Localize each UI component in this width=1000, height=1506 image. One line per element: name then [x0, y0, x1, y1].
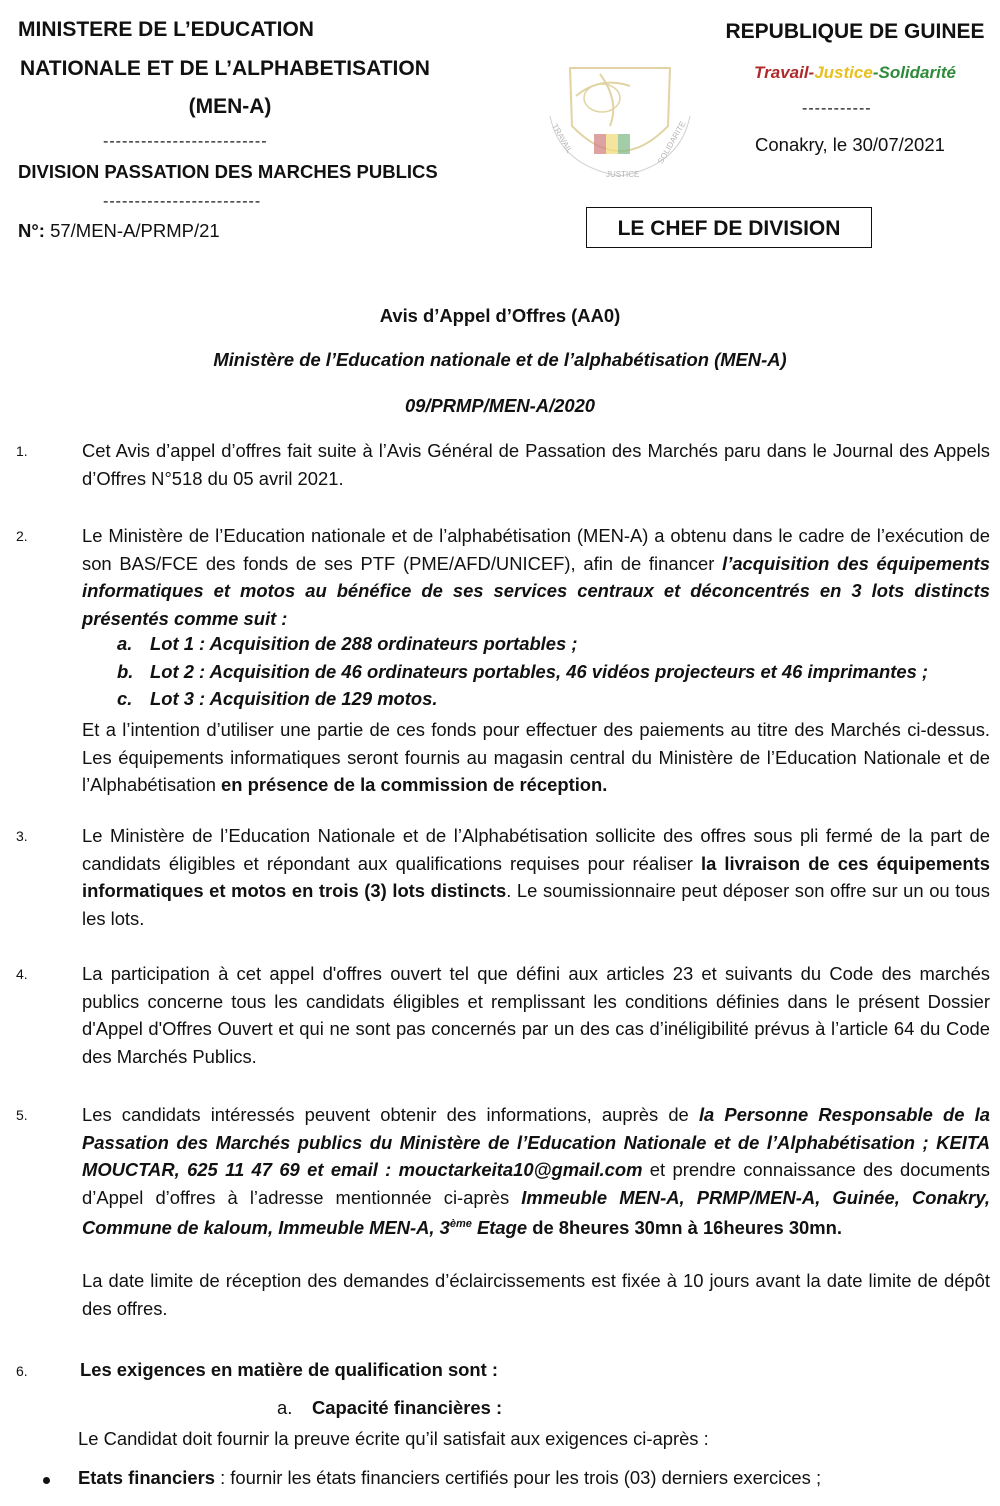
paragraph-2-reception: en présence de la commission de réception.: [221, 774, 608, 795]
lot-1: [117, 633, 577, 655]
bullet-label: Etats financiers: [78, 1467, 215, 1488]
paragraph-3-delivery: la livraison de ces équipements informatiques et motos en trois (3) lots distincts: [82, 852, 990, 901]
paragraph-5-intro: Les candidats intéressés peuvent obtenir des informations, auprès de: [82, 1104, 699, 1125]
item-number-5: 5.: [16, 1107, 28, 1123]
item-number-2: 2.: [16, 528, 28, 544]
item-number-1: 1.: [16, 443, 28, 459]
left-separator-1: --------------------------: [103, 133, 268, 150]
sub-section-a: [277, 1397, 502, 1419]
paragraph-2: [82, 522, 990, 632]
seal-text-bottom: JUSTICE: [606, 170, 640, 179]
item-number-6: 6.: [16, 1363, 28, 1379]
lot-3-letter: c.: [117, 688, 133, 709]
ministry-acronym: (MEN-A): [188, 95, 272, 118]
paragraph-5-address: Immeuble MEN-A, PRMP/MEN-A, Guinée, Conakry, Commune de kaloum, Immeuble MEN-A, 3: [82, 1186, 990, 1239]
ministry-name-line1: MINISTERE DE L’EDUCATION: [18, 18, 314, 41]
reference-value: 57/MEN-A/PRMP/21: [50, 220, 220, 241]
paragraph-2-object: l’acquisition des équipements informatiques et motos au bénéfice de ses services centraux et déconcentrés en 3 lots distincts présentés comme suit :: [82, 552, 990, 629]
sub-section-a-letter: a.: [277, 1397, 293, 1418]
paragraph-5-docs: et prendre connaissance des documents d’Appel d’offres à l’adresse mentionnée ci-après: [82, 1159, 990, 1208]
reference-number: [18, 220, 220, 242]
lot-2-text: Lot 2 : Acquisition de 46 ordinateurs portables, 46 vidéos projecteurs et 46 imprimantes ;: [150, 661, 929, 682]
left-separator-2: -------------------------: [103, 193, 262, 210]
bullet-financial-statements: [78, 1467, 821, 1489]
paragraph-5-contact: la Personne Responsable de la Passation des Marchés publics du Ministère de l’Education Nationale et de l’Alphabétisation ; KEITA MOUCTAR, 625 11 47 69 et email : mouctarkeita10@gmail.com: [82, 1104, 990, 1180]
paragraph-2-funds: Et a l’intention d’utiliser une partie de ces fonds pour effectuer des paiements au titre des Marchés ci-dessus. Les équipements informatiques seront fournis au magasin central du Ministère de l’Education Nationale et de l’Alphabétisation: [82, 719, 990, 795]
motto-travail: Travail-: [754, 63, 815, 82]
chief-of-division-box: LE CHEF DE DIVISION: [586, 207, 872, 248]
paragraph-3-end: . Le soumissionnaire peut déposer son offre sur un ou tous les lots.: [82, 880, 990, 929]
paragraph-5: [82, 1101, 990, 1242]
notice-title: Avis d’Appel d’Offres (AA0): [379, 305, 621, 326]
coat-of-arms-seal: [540, 56, 700, 186]
republic-name: REPUBLIQUE DE GUINEE: [725, 20, 985, 43]
paragraph-6-requirements: Le Candidat doit fournir la preuve écrite qu’il satisfait aux exigences ci-après :: [78, 1428, 709, 1449]
lot-1-text: Lot 1 : Acquisition de 288 ordinateurs portables ;: [150, 633, 578, 654]
lot-3: [117, 688, 437, 710]
paragraph-5-hours: de 8heures 30mn à 16heures 30mn.: [527, 1217, 842, 1239]
paragraph-5-deadline: La date limite de réception des demandes d’éclaircissements est fixée à 10 jours avant la date limite de dépôt des offres.: [82, 1270, 990, 1319]
division-name: DIVISION PASSATION DES MARCHES PUBLICS: [18, 161, 438, 182]
paragraph-5-sup: ème: [449, 1218, 472, 1230]
seal-text-right: SOLIDARITE: [655, 119, 688, 166]
lot-2: [117, 661, 928, 683]
bullet-icon: [43, 1477, 50, 1484]
item-number-3: 3.: [16, 828, 28, 844]
reference-label: N°:: [18, 220, 45, 241]
motto-justice: Justice: [814, 63, 873, 82]
motto-solidarite: -Solidarité: [872, 63, 956, 82]
paragraph-3-intro: Le Ministère de l’Education Nationale et de l’Alphabétisation sollicite des offres sous pli fermé de la part de candidats éligibles et répondant aux qualifications requises pour réaliser: [82, 825, 990, 874]
seal-text-left: TRAVAIL: [550, 122, 575, 155]
paragraph-1: Cet Avis d’appel d’offres fait suite à l’Avis Général de Passation des Marchés paru dans le Journal des Appels d’Offres N°518 du 05 avril 2021.: [82, 440, 990, 489]
paragraph-2-intro: Le Ministère de l’Education nationale et de l’alphabétisation (MEN-A) a obtenu dans le cadre de l’exécution de son BAS/FCE des fonds de ses PTF (PME/AFD/UNICEF), afin de financer: [82, 525, 990, 574]
bullet-text: : fournir les états financiers certifiés pour les trois (03) derniers exercices ;: [214, 1467, 822, 1488]
lot-1-letter: a.: [117, 633, 133, 654]
ministry-name-line2: NATIONALE ET DE L’ALPHABETISATION: [20, 57, 430, 80]
national-motto: [750, 63, 960, 83]
item-number-4: 4.: [16, 966, 28, 982]
notice-ministry: Ministère de l’Education nationale et de l’alphabétisation (MEN-A): [213, 349, 787, 370]
paragraph-5-floor: Etage: [471, 1217, 528, 1239]
paragraph-3: [82, 822, 990, 932]
place-and-date: Conakry, le 30/07/2021: [755, 134, 945, 155]
lot-3-text: Lot 3 : Acquisition de 129 motos.: [150, 688, 438, 709]
right-separator: -----------: [802, 100, 872, 117]
notice-reference: 09/PRMP/MEN-A/2020: [404, 395, 596, 416]
sub-section-a-label: Capacité financières :: [312, 1397, 503, 1418]
paragraph-2-continued: [82, 716, 990, 799]
paragraph-6: Les exigences en matière de qualification sont :: [80, 1359, 499, 1380]
lot-2-letter: b.: [117, 661, 134, 682]
paragraph-4: La participation à cet appel d'offres ouvert tel que défini aux articles 23 et suivants du Code des marchés publics concerne tous les candidats éligibles et remplissant les conditions définies dans le présent Dossier d'Appel d'Offres Ouvert et qui ne sont pas concernés par un des cas d’inéligibilité prévus à l’article 64 du Code des Marchés Publics.: [82, 963, 990, 1067]
